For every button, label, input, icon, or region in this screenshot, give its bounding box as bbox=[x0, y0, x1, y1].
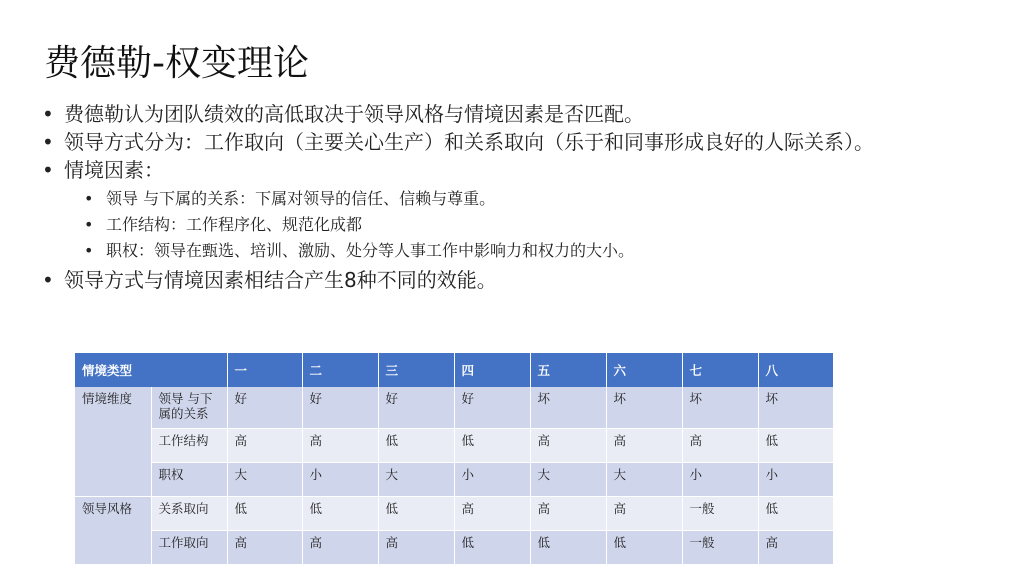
table-cell: 好 bbox=[454, 387, 530, 429]
bullet-item: • 费德勒认为团队绩效的高低取决于领导风格与情境因素是否匹配。 bbox=[40, 102, 940, 126]
situation-table bbox=[75, 353, 834, 565]
table-row bbox=[75, 497, 833, 531]
table-cell: 低 bbox=[378, 429, 454, 463]
row-label: 领导 与下属的关系 bbox=[151, 387, 227, 429]
table-cell: 高 bbox=[378, 531, 454, 565]
group-cell: 领导风格 bbox=[75, 497, 151, 565]
table-row bbox=[75, 531, 833, 565]
bullet-item: • 领导方式分为：工作取向（主要关心生产）和关系取向（乐于和同事形成良好的人际关系）。 bbox=[40, 130, 940, 154]
header-cell: 五 bbox=[530, 353, 606, 387]
header-cell: 二 bbox=[302, 353, 378, 387]
table-cell: 高 bbox=[302, 531, 378, 565]
table-row bbox=[75, 387, 833, 429]
bullet-item: • 情境因素： bbox=[40, 158, 940, 182]
table-cell: 高 bbox=[302, 429, 378, 463]
table-cell: 低 bbox=[606, 531, 682, 565]
table-cell: 高 bbox=[530, 429, 606, 463]
table-cell: 高 bbox=[606, 429, 682, 463]
bullet-list bbox=[40, 102, 940, 296]
table-cell: 好 bbox=[378, 387, 454, 429]
table-cell: 大 bbox=[606, 463, 682, 497]
table-cell: 高 bbox=[530, 497, 606, 531]
table-cell: 小 bbox=[302, 463, 378, 497]
table-cell: 高 bbox=[454, 497, 530, 531]
bullet-item: • 领导方式与情境因素相结合产生8种不同的效能。 bbox=[40, 268, 940, 292]
row-label: 工作取向 bbox=[151, 531, 227, 565]
table-cell: 低 bbox=[454, 531, 530, 565]
header-cell: 一 bbox=[227, 353, 302, 387]
table-cell: 低 bbox=[758, 497, 833, 531]
table-cell: 低 bbox=[530, 531, 606, 565]
sub-bullet-item: • 领导 与下属的关系：下属对领导的信任、信赖与尊重。 bbox=[40, 186, 940, 212]
header-cell: 七 bbox=[682, 353, 758, 387]
table-cell: 好 bbox=[302, 387, 378, 429]
table-cell: 好 bbox=[227, 387, 302, 429]
table-cell: 高 bbox=[682, 429, 758, 463]
table-cell: 小 bbox=[758, 463, 833, 497]
table-cell: 低 bbox=[302, 497, 378, 531]
header-cell: 情境类型 bbox=[75, 353, 227, 387]
table-cell: 一般 bbox=[682, 497, 758, 531]
table-cell: 高 bbox=[227, 531, 302, 565]
sub-bullet-item: • 职权：领导在甄选、培训、激励、处分等人事工作中影响力和权力的大小。 bbox=[40, 238, 940, 264]
table-cell: 坏 bbox=[758, 387, 833, 429]
table-cell: 坏 bbox=[530, 387, 606, 429]
table-cell: 低 bbox=[378, 497, 454, 531]
row-label: 关系取向 bbox=[151, 497, 227, 531]
table-cell: 低 bbox=[227, 497, 302, 531]
table-cell: 大 bbox=[227, 463, 302, 497]
row-label: 职权 bbox=[151, 463, 227, 497]
table-cell: 坏 bbox=[682, 387, 758, 429]
table-header-row bbox=[75, 353, 833, 387]
table-cell: 坏 bbox=[606, 387, 682, 429]
group-cell: 情境维度 bbox=[75, 387, 151, 497]
table-cell: 低 bbox=[454, 429, 530, 463]
table-cell: 低 bbox=[758, 429, 833, 463]
table-cell: 大 bbox=[530, 463, 606, 497]
table-cell: 一般 bbox=[682, 531, 758, 565]
table-cell: 高 bbox=[227, 429, 302, 463]
header-cell: 三 bbox=[378, 353, 454, 387]
slide-title: 费德勒-权变理论 bbox=[44, 43, 309, 84]
header-cell: 六 bbox=[606, 353, 682, 387]
table-cell: 高 bbox=[758, 531, 833, 565]
header-cell: 四 bbox=[454, 353, 530, 387]
table-cell: 小 bbox=[454, 463, 530, 497]
header-cell: 八 bbox=[758, 353, 833, 387]
table-cell: 高 bbox=[606, 497, 682, 531]
table-cell: 小 bbox=[682, 463, 758, 497]
table-row bbox=[75, 463, 833, 497]
table-row bbox=[75, 429, 833, 463]
table-cell: 大 bbox=[378, 463, 454, 497]
row-label: 工作结构 bbox=[151, 429, 227, 463]
sub-bullet-item: • 工作结构：工作程序化、规范化成都 bbox=[40, 212, 940, 238]
